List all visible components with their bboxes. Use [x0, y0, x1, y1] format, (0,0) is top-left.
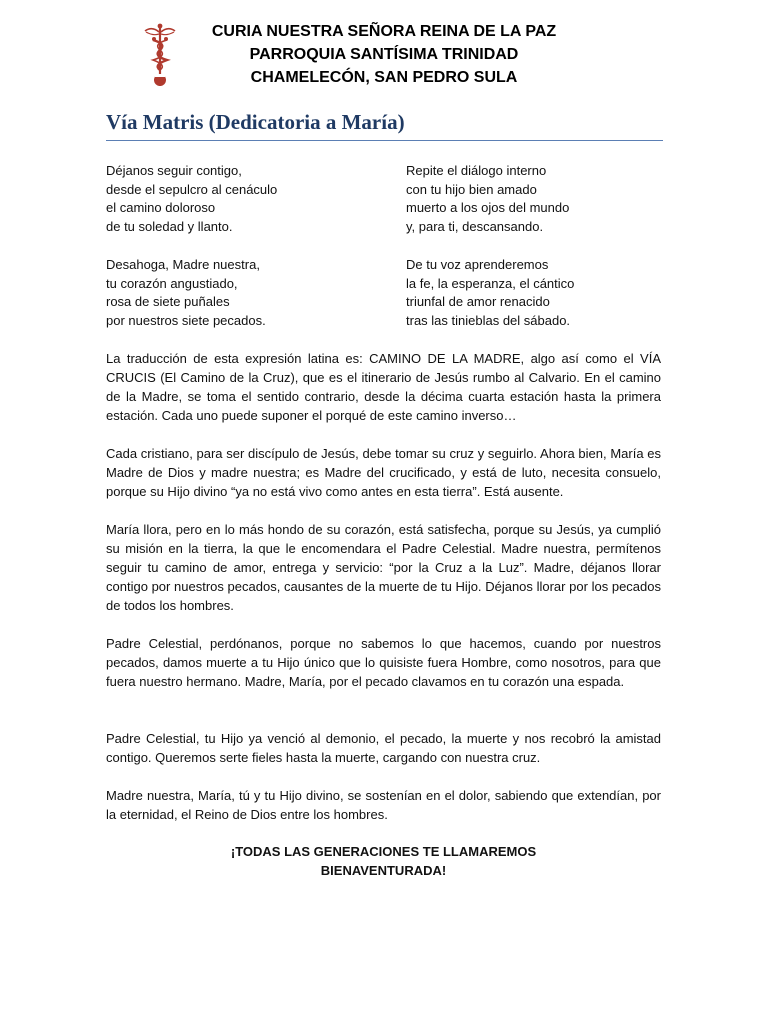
poem-line: triunfal de amor renacido: [406, 294, 550, 310]
poem-line: desde el sepulcro al cenáculo: [106, 181, 278, 197]
document-header: [180, 20, 588, 89]
poem-line: muerto a los ojos del mundo: [406, 200, 570, 216]
poem-line: por nuestros siete pecados.: [106, 313, 266, 329]
header-line-2: PARROQUIA SANTÍSIMA TRINIDAD: [249, 46, 519, 63]
poem-line: Desahoga, Madre nuestra,: [106, 257, 260, 272]
paragraph: María llora, pero en lo más hondo de su corazón, está satisfecha, porque su Jesús, ya cumplió su misión en la tierra, la que le encomendara el Padre Celestial. Madre nuestra, permítenos seguir tu camino de amor, entrega y servicio: “por la Cruz a la Luz”. Madre, déjanos llorar contigo por nuestros pecados, causantes de la muerte de tu Hijo. Déjanos llorar por los pecados de todos los hombres.: [106, 522, 661, 613]
poem-line: rosa de siete puñales: [106, 294, 230, 310]
poem-line: Repite el diálogo interno: [406, 163, 547, 178]
poem-line: el camino doloroso: [106, 200, 216, 216]
poem-line: tu corazón angustiado,: [106, 275, 238, 291]
poem-line: con tu hijo bien amado: [406, 181, 537, 197]
poem-stanza-right-1: [406, 162, 569, 237]
caduceus-logo-icon: [143, 22, 177, 88]
paragraph: Madre nuestra, María, tú y tu Hijo divino, se sostenían en el dolor, sabiendo que extendían, por la eternidad, el Reino de Dios entre los hombres.: [106, 788, 661, 822]
poem-stanza-right-2: [406, 256, 574, 331]
header-line-3: CHAMELECÓN, SAN PEDRO SULA: [250, 69, 518, 86]
closing-exclamation: [106, 842, 661, 880]
title-divider: [106, 140, 663, 141]
poem-line: la fe, la esperanza, el cántico: [406, 275, 575, 291]
paragraph: Padre Celestial, tu Hijo ya venció al demonio, el pecado, la muerte y nos recobró la amistad contigo. Queremos serte fieles hasta la muerte, cargando con nuestra cruz.: [106, 731, 661, 765]
document-title: Vía Matris (Dedicatoria a María): [106, 110, 405, 134]
poem-line: tras las tinieblas del sábado.: [406, 313, 571, 329]
poem-stanza-left-2: [106, 256, 266, 331]
poem-stanza-left-1: [106, 162, 277, 237]
paragraph: La traducción de esta expresión latina es: CAMINO DE LA MADRE, algo así como el VÍA CRUCIS (El Camino de la Cruz), que es el itinerario de Jesús rumbo al Calvario. En el camino de la Madre, se toma el sentido contrario, desde la décima cuarta estación hasta la primera estación. Cada uno puede suponer el porqué de este camino inverso…: [106, 351, 661, 423]
poem-line: de tu soledad y llanto.: [106, 219, 233, 235]
header-line-1: CURIA NUESTRA SEÑORA REINA DE LA PAZ: [211, 23, 557, 40]
paragraph: Padre Celestial, perdónanos, porque no sabemos lo que hacemos, cuando por nuestros pecados, damos muerte a tu Hijo único que lo quisiste fuera Hombre, como nosotros, para que fuera nuestro hermano. Madre, María, por el pecado clavamos en tu corazón una espada.: [106, 636, 661, 689]
closing-line-1: ¡TODAS LAS GENERACIONES TE LLAMAREMOS: [230, 844, 537, 859]
paragraph: Cada cristiano, para ser discípulo de Jesús, debe tomar su cruz y seguirlo. Ahora bien, María es Madre de Dios y madre nuestra; es Madre del crucificado, y está de luto, necesita consuelo, porque su Hijo divino “ya no está vivo como antes en esta tierra”. Está ausente.: [106, 446, 661, 499]
poem-line: De tu voz aprenderemos: [406, 257, 549, 272]
poem-line: y, para ti, descansando.: [406, 219, 544, 235]
poem-line: Déjanos seguir contigo,: [106, 163, 242, 178]
closing-line-2: BIENAVENTURADA!: [320, 863, 447, 878]
